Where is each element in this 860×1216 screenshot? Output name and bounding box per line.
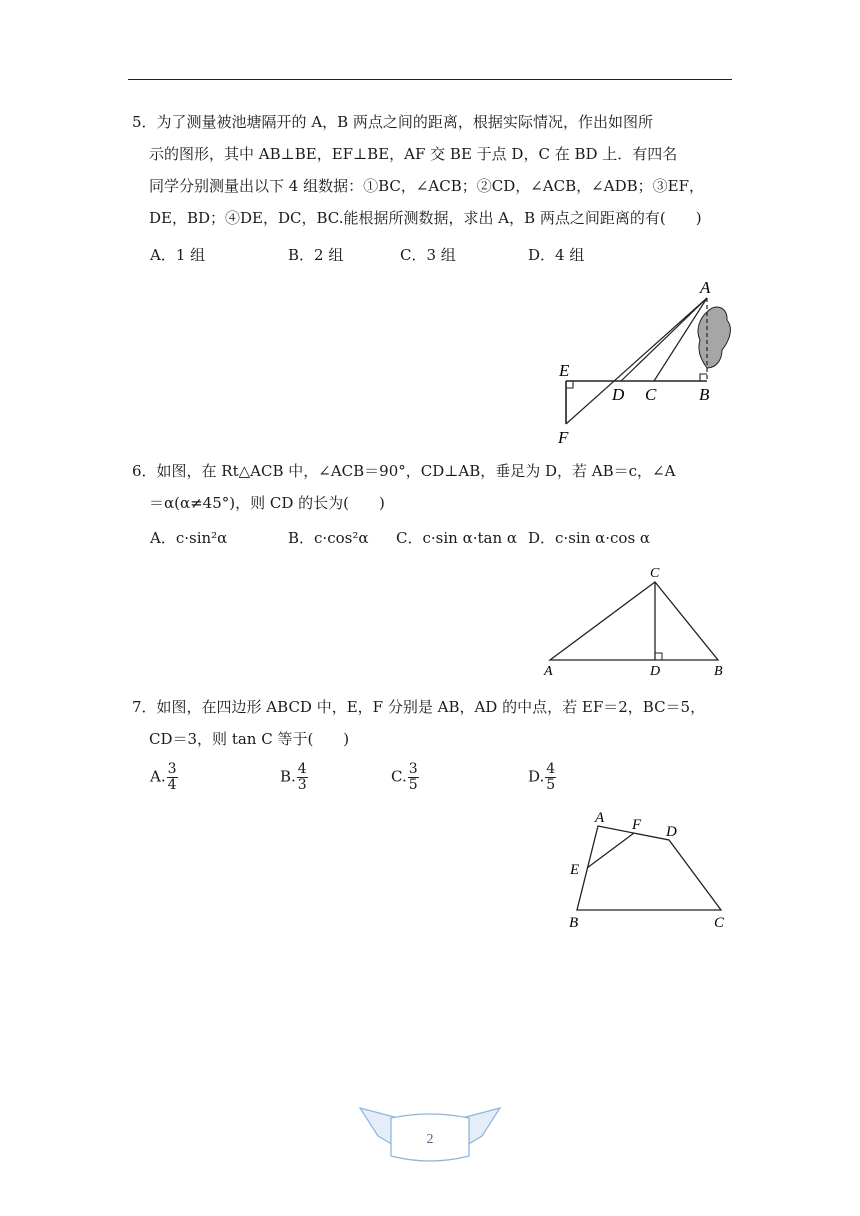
- option-b: B．2 组: [288, 246, 344, 264]
- line-ad: [621, 298, 707, 381]
- option-b: [280, 762, 308, 793]
- question-7-line-1: 7．如图，在四边形 ABCD 中，E，F 分别是 AB，AD 的中点，若 EF＝2，BC＝5，: [132, 698, 706, 716]
- option-c: C．3 组: [400, 246, 456, 264]
- line-af: [566, 298, 707, 424]
- pond-shape: [698, 307, 730, 368]
- right-angle-d: [655, 653, 662, 660]
- option-c-denominator: 5: [408, 777, 418, 793]
- label-e: E: [559, 361, 570, 380]
- option-d: [528, 762, 556, 793]
- label-d: D: [650, 664, 661, 679]
- label-e: E: [570, 862, 580, 878]
- question-5: [132, 106, 742, 234]
- label-b: B: [569, 915, 579, 931]
- option-c: C．c·sin α·tan α: [396, 529, 517, 547]
- label-f: F: [558, 428, 569, 447]
- figure-q5: [550, 276, 740, 448]
- right-angle-b: [700, 374, 707, 381]
- page-ribbon: [355, 1100, 505, 1170]
- question-5-line-2: 示的图形，其中 AB⊥BE，EF⊥BE，AF 交 BE 于点 D，C 在 BD 上．有四名: [149, 145, 678, 163]
- question-5-line-3: 同学分别测量出以下 4 组数据：①BC，∠ACB；②CD，∠ACB，∠ADB；③EF，: [149, 177, 704, 195]
- label-f: F: [632, 817, 642, 833]
- figure-q6: [535, 560, 735, 682]
- option-d: D．c·sin α·cos α: [528, 529, 651, 547]
- question-7-line-2: CD＝3，则 tan C 等于( ): [149, 730, 350, 748]
- label-d: D: [666, 824, 677, 840]
- label-c: C: [650, 566, 660, 581]
- figure-q7: [560, 804, 735, 934]
- question-7: [132, 691, 742, 755]
- quadrilateral-abcd: [577, 826, 721, 910]
- page-number: 2: [426, 1132, 434, 1147]
- label-a: A: [544, 664, 553, 679]
- header-rule: [128, 79, 732, 80]
- question-5-options: [150, 244, 750, 274]
- question-6-line-1: 6．如图，在 Rt△ACB 中，∠ACB＝90°，CD⊥AB，垂足为 D，若 AB＝c，∠A: [132, 462, 676, 480]
- question-6: [132, 455, 742, 519]
- option-d-denominator: 5: [546, 777, 556, 793]
- option-b-letter: B.: [280, 767, 296, 786]
- option-c-fraction: [408, 762, 419, 793]
- option-b-denominator: 3: [297, 777, 307, 793]
- option-b-numerator: 4: [297, 761, 307, 777]
- question-6-options: [150, 527, 750, 557]
- option-d-letter: D.: [528, 767, 545, 786]
- triangle-acb: [550, 582, 718, 660]
- question-5-line-1: 5．为了测量被池塘隔开的 A，B 两点之间的距离，根据实际情况，作出如图所: [132, 113, 653, 131]
- label-b: B: [699, 385, 710, 404]
- option-c-numerator: 3: [408, 761, 418, 777]
- option-a-fraction: [167, 762, 178, 793]
- option-d-numerator: 4: [546, 761, 556, 777]
- right-angle-e: [566, 381, 573, 388]
- option-a-numerator: 3: [167, 761, 177, 777]
- option-b: B．c·cos²α: [288, 529, 369, 547]
- question-7-options: [150, 762, 750, 798]
- option-c: [391, 762, 419, 793]
- label-d: D: [612, 385, 625, 404]
- label-c: C: [714, 915, 725, 931]
- option-a: A．c·sin²α: [150, 529, 228, 547]
- line-ef: [587, 833, 634, 868]
- option-a-denominator: 4: [167, 777, 177, 793]
- option-a: A．1 组: [150, 246, 206, 264]
- option-b-fraction: [297, 762, 308, 793]
- label-c: C: [645, 385, 657, 404]
- question-5-line-4: DE，BD；④DE，DC，BC.能根据所测数据，求出 A，B 两点之间距离的有( ): [149, 209, 702, 227]
- question-6-line-2: ＝α(α≠45°)，则 CD 的长为( ): [149, 494, 385, 512]
- option-d: D．4 组: [528, 246, 585, 264]
- option-c-letter: C.: [391, 767, 407, 786]
- label-a: A: [595, 810, 605, 826]
- line-ac: [654, 298, 707, 381]
- option-a: [150, 762, 178, 793]
- option-a-letter: A.: [150, 767, 166, 786]
- label-b: B: [714, 664, 723, 679]
- label-a: A: [700, 278, 711, 297]
- option-d-fraction: [545, 762, 556, 793]
